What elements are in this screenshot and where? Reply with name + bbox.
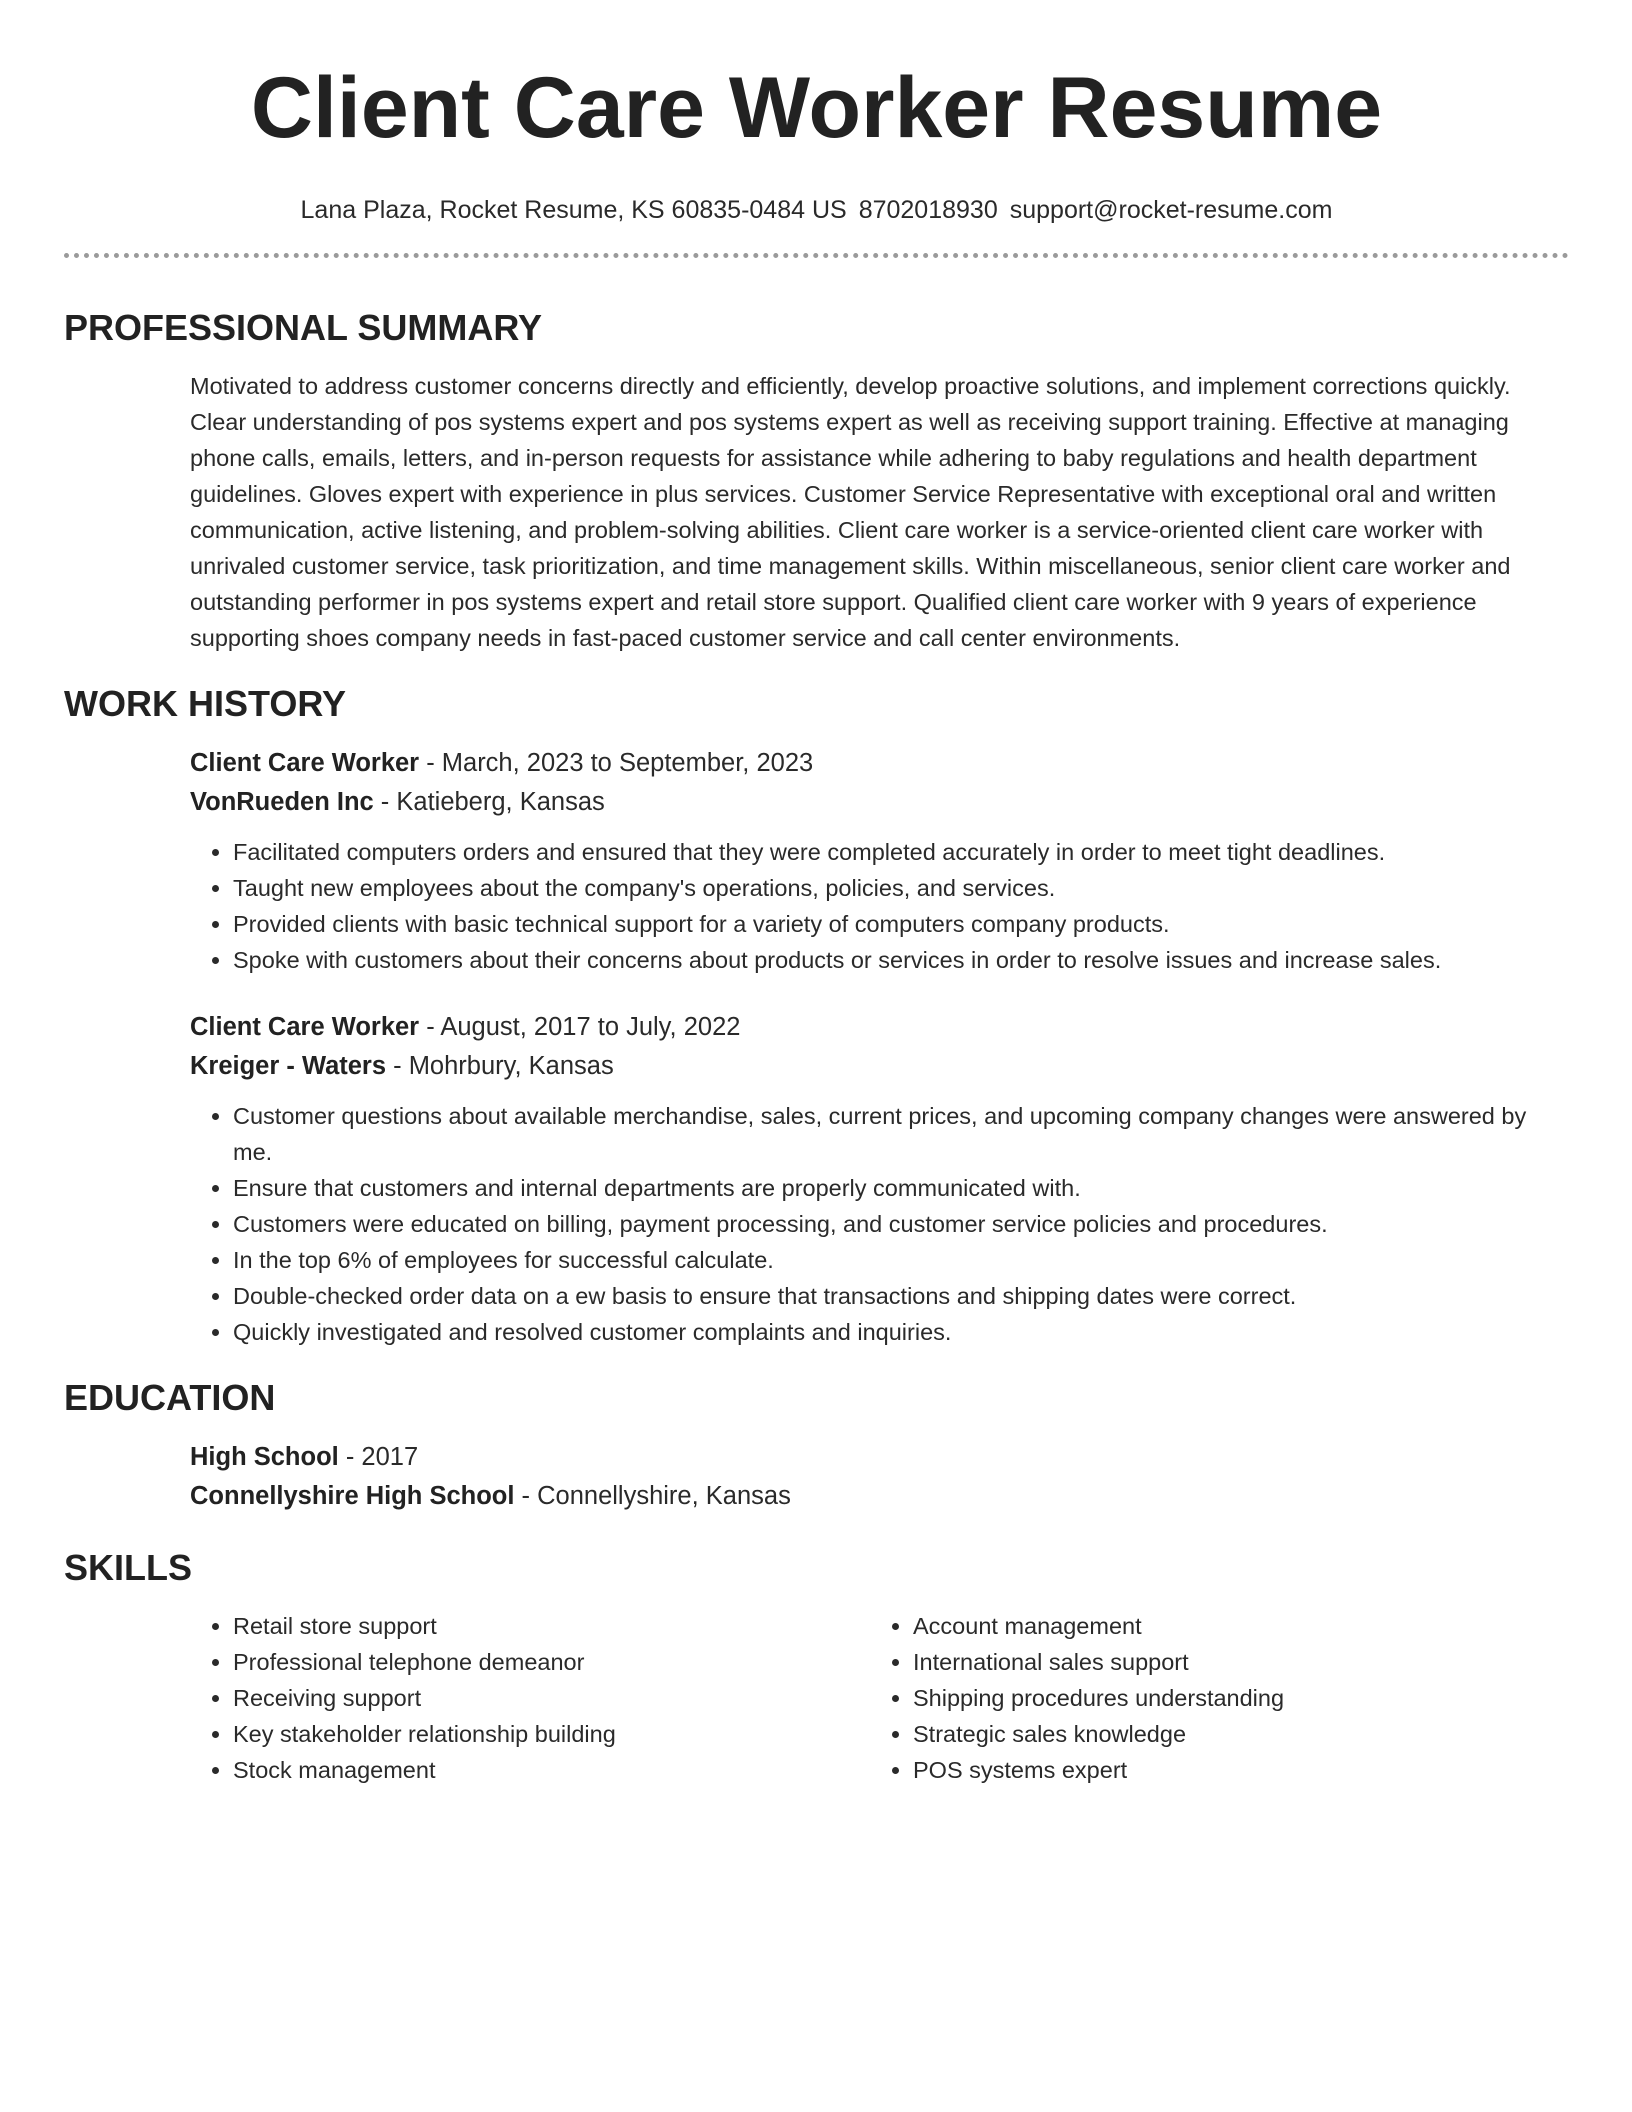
skill-item: • Account management xyxy=(913,1608,1550,1644)
job-location: - Mohrbury, Kansas xyxy=(386,1052,614,1080)
job-company-line xyxy=(190,1047,1569,1086)
list-item: • Customer questions about available merchandise, sales, current prices, and upcoming company changes were answered by me. xyxy=(233,1098,1569,1170)
skill-item: • Receiving support xyxy=(233,1680,870,1716)
education-section xyxy=(64,1376,1569,1516)
resume-title: Client Care Worker Resume xyxy=(250,60,1383,156)
contact-email: support@rocket-resume.com xyxy=(1009,196,1333,224)
job-title-line xyxy=(190,1008,1569,1047)
education-location: - Connellyshire, Kansas xyxy=(514,1482,791,1510)
skill-item: • Retail store support xyxy=(233,1608,870,1644)
education-heading: EDUCATION xyxy=(64,1377,276,1418)
skills-heading: SKILLS xyxy=(64,1547,193,1588)
job-company-line xyxy=(190,783,1569,822)
job-entry xyxy=(190,1008,1569,1350)
skill-item: • International sales support xyxy=(913,1644,1550,1680)
skills-list-left xyxy=(190,1608,870,1788)
summary-body xyxy=(190,368,1569,656)
job-location: - Katieberg, Kansas xyxy=(373,788,605,816)
skills-section xyxy=(64,1546,1569,1788)
job-bullets xyxy=(190,834,1569,978)
skill-item: • Strategic sales knowledge xyxy=(913,1716,1550,1752)
education-degree-line xyxy=(190,1438,1569,1477)
list-item: • Quickly investigated and resolved customer complaints and inquiries. xyxy=(233,1314,1569,1350)
list-item: • Taught new employees about the company's operations, policies, and services. xyxy=(233,870,1569,906)
skill-item: • Professional telephone demeanor xyxy=(233,1644,870,1680)
contact-address: Lana Plaza, Rocket Resume, KS 60835-0484 US xyxy=(300,196,847,224)
summary-text: Motivated to address customer concerns directly and efficiently, develop proactive solutions, and implement corrections quickly. Clear understanding of pos systems expert and pos systems expert as well as receiving support training. Effective at managing phone calls, emails, letters, and in-person requests for assistance while adhering to baby regulations and health department guidelines. Gloves expert with experience in plus services. Customer Service Representative with exceptional oral and written communication, active listening, and problem-solving abilities. Client care worker is a service-oriented client care worker with unrivaled customer service, task prioritization, and time management skills. Within miscellaneous, senior client care worker and outstanding performer in pos systems expert and retail store support. Qualified client care worker with 9 years of experience supporting shoes company needs in fast-paced customer service and call center environments. xyxy=(190,373,1511,651)
contact-line xyxy=(64,194,1569,226)
work-heading: WORK HISTORY xyxy=(64,683,347,724)
job-dates: - August, 2017 to July, 2022 xyxy=(419,1013,741,1041)
summary-heading: PROFESSIONAL SUMMARY xyxy=(64,307,543,348)
list-item: • In the top 6% of employees for successful calculate. xyxy=(233,1242,1569,1278)
skills-column-left xyxy=(190,1608,870,1788)
header-divider xyxy=(64,253,1569,258)
job-title: Client Care Worker xyxy=(190,749,420,777)
job-dates: - March, 2023 to September, 2023 xyxy=(419,749,814,777)
job-company: Kreiger - Waters xyxy=(190,1052,387,1080)
skills-list-right xyxy=(870,1608,1550,1788)
list-item: • Facilitated computers orders and ensured that they were completed accurately in order to meet tight deadlines. xyxy=(233,834,1569,870)
list-item: • Customers were educated on billing, payment processing, and customer service policies and procedures. xyxy=(233,1206,1569,1242)
job-title: Client Care Worker xyxy=(190,1013,420,1041)
skill-item: • Key stakeholder relationship building xyxy=(233,1716,870,1752)
job-title-line xyxy=(190,744,1569,783)
list-item: • Provided clients with basic technical support for a variety of computers company products. xyxy=(233,906,1569,942)
job-entry xyxy=(190,744,1569,978)
job-bullets xyxy=(190,1098,1569,1350)
work-section xyxy=(64,682,1569,1350)
list-item: • Spoke with customers about their concerns about products or services in order to resolve issues and increase sales. xyxy=(233,942,1569,978)
education-entry xyxy=(190,1438,1569,1516)
job-company: VonRueden Inc xyxy=(190,788,374,816)
skill-item: • POS systems expert xyxy=(913,1752,1550,1788)
list-item: • Double-checked order data on a ew basis to ensure that transactions and shipping dates were correct. xyxy=(233,1278,1569,1314)
education-school: Connellyshire High School xyxy=(190,1482,515,1510)
skills-grid xyxy=(190,1608,1569,1788)
skill-item: • Stock management xyxy=(233,1752,870,1788)
education-year: - 2017 xyxy=(338,1443,419,1471)
education-degree: High School xyxy=(190,1443,339,1471)
education-school-line xyxy=(190,1477,1569,1516)
list-item: • Ensure that customers and internal departments are properly communicated with. xyxy=(233,1170,1569,1206)
summary-section xyxy=(64,306,1569,656)
skill-item: • Shipping procedures understanding xyxy=(913,1680,1550,1716)
contact-phone: 8702018930 xyxy=(858,196,998,224)
skills-column-right xyxy=(870,1608,1550,1788)
resume-page xyxy=(64,0,1569,1788)
